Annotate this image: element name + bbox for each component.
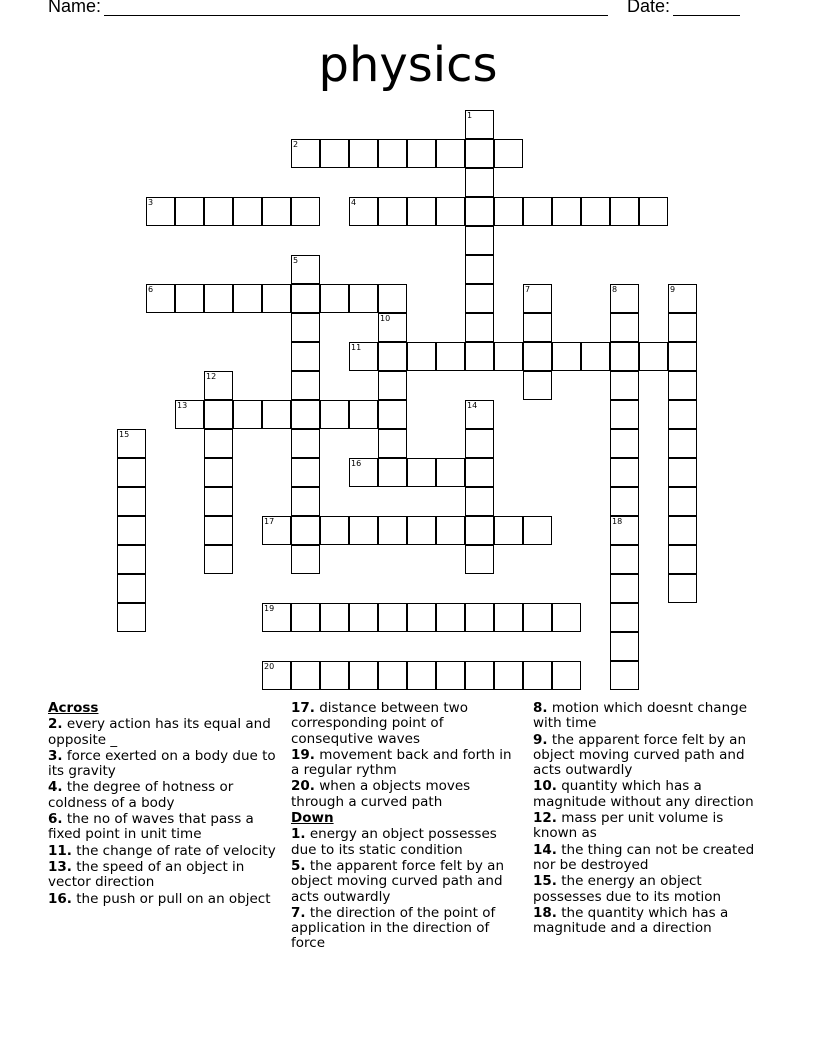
clue-number: 9. — [533, 731, 548, 748]
clue-text: every action has its equal and opposite _ — [48, 716, 271, 748]
across-clue — [48, 844, 280, 859]
crossword-cell[interactable] — [436, 342, 465, 371]
crossword-cell[interactable] — [233, 400, 262, 429]
crossword-cell[interactable] — [465, 342, 494, 371]
crossword-cell[interactable] — [146, 284, 175, 313]
crossword-cell[interactable] — [610, 545, 639, 574]
clue-number: 12. — [533, 810, 557, 827]
crossword-cell[interactable] — [552, 603, 581, 632]
crossword-cell[interactable] — [204, 197, 233, 226]
clue-text: when a objects moves through a curved path — [291, 778, 471, 810]
cell-number: 18 — [612, 517, 623, 526]
crossword-cell[interactable] — [668, 400, 697, 429]
crossword-cell[interactable] — [349, 342, 378, 371]
down-clue — [533, 701, 769, 732]
cell-number: 3 — [148, 198, 154, 207]
across-clue — [291, 779, 523, 810]
clue-number: 10. — [533, 778, 557, 795]
crossword-cell[interactable] — [378, 400, 407, 429]
clue-number: 6. — [48, 811, 63, 828]
crossword-cell[interactable] — [378, 139, 407, 168]
crossword-cell[interactable] — [378, 197, 407, 226]
crossword-cell[interactable] — [320, 139, 349, 168]
crossword-cell[interactable] — [175, 400, 204, 429]
clue-number: 13. — [48, 858, 72, 875]
crossword-cell[interactable] — [378, 429, 407, 458]
across-clue — [291, 701, 523, 747]
crossword-cell[interactable] — [291, 487, 320, 516]
crossword-cell[interactable] — [668, 429, 697, 458]
crossword-cell[interactable] — [291, 516, 320, 545]
crossword-cell[interactable] — [378, 342, 407, 371]
crossword-cell[interactable] — [465, 284, 494, 313]
across-clue — [48, 749, 280, 780]
clue-number: 5. — [291, 857, 306, 874]
cell-number: 19 — [264, 604, 275, 613]
crossword-cell[interactable] — [668, 342, 697, 371]
crossword-cell[interactable] — [262, 603, 291, 632]
puzzle-title: physics — [318, 37, 498, 93]
crossword-cell[interactable] — [291, 139, 320, 168]
crossword-cell[interactable] — [523, 197, 552, 226]
crossword-cell[interactable] — [465, 226, 494, 255]
clue-number: 8. — [533, 700, 548, 716]
crossword-cell[interactable] — [291, 400, 320, 429]
crossword-cell[interactable] — [262, 284, 291, 313]
crossword-cell[interactable] — [349, 197, 378, 226]
crossword-cell[interactable] — [465, 661, 494, 690]
crossword-cell[interactable] — [610, 661, 639, 690]
crossword-cell[interactable] — [610, 400, 639, 429]
crossword-cell[interactable] — [117, 429, 146, 458]
crossword-cell[interactable] — [291, 313, 320, 342]
crossword-cell[interactable] — [668, 487, 697, 516]
clue-text: the change of rate of velocity — [76, 842, 276, 859]
crossword-cell[interactable] — [465, 458, 494, 487]
date-label: Date: — [627, 0, 671, 16]
crossword-cell[interactable] — [291, 458, 320, 487]
down-heading: Down — [291, 810, 334, 827]
crossword-cell[interactable] — [204, 458, 233, 487]
crossword-cell[interactable] — [349, 661, 378, 690]
crossword-cell[interactable] — [407, 197, 436, 226]
crossword-cell[interactable] — [610, 429, 639, 458]
crossword-cell[interactable] — [204, 371, 233, 400]
crossword-cell[interactable] — [349, 284, 378, 313]
cell-number: 2 — [293, 140, 299, 149]
crossword-cell[interactable] — [668, 458, 697, 487]
clue-number: 11. — [48, 842, 72, 859]
down-clue — [533, 779, 769, 810]
crossword-cell[interactable] — [523, 516, 552, 545]
clue-number: 4. — [48, 779, 63, 796]
clue-text: quantity which has a magnitude without any direction — [533, 778, 754, 810]
clue-text: motion which doesnt change with time — [533, 700, 747, 732]
crossword-cell[interactable] — [668, 545, 697, 574]
clue-number: 7. — [291, 904, 306, 921]
crossword-cell[interactable] — [320, 284, 349, 313]
crossword-cell[interactable] — [668, 313, 697, 342]
crossword-cell[interactable] — [668, 371, 697, 400]
crossword-cell[interactable] — [291, 342, 320, 371]
crossword-cell[interactable] — [320, 516, 349, 545]
across-clue — [48, 812, 280, 843]
crossword-cell[interactable] — [291, 284, 320, 313]
crossword-cell[interactable] — [378, 661, 407, 690]
crossword-cell[interactable] — [436, 197, 465, 226]
crossword-cell[interactable] — [610, 342, 639, 371]
crossword-cell[interactable] — [291, 371, 320, 400]
cell-number: 13 — [177, 401, 188, 410]
crossword-cell[interactable] — [262, 516, 291, 545]
crossword-cell[interactable] — [436, 458, 465, 487]
clue-text: the apparent force felt by an object moving curved path and acts outwardly — [533, 731, 747, 779]
crossword-cell[interactable] — [291, 255, 320, 284]
clue-text: the quantity which has a magnitude and a direction — [533, 904, 729, 937]
crossword-cell[interactable] — [523, 313, 552, 342]
across-clue — [48, 780, 280, 811]
crossword-cell[interactable] — [610, 197, 639, 226]
crossword-cell[interactable] — [668, 284, 697, 313]
crossword-cell[interactable] — [523, 342, 552, 371]
crossword-cell[interactable] — [523, 661, 552, 690]
cell-number: 5 — [293, 256, 299, 265]
crossword-cell[interactable] — [117, 603, 146, 632]
crossword-cell[interactable] — [291, 603, 320, 632]
crossword-cell[interactable] — [668, 516, 697, 545]
crossword-cell[interactable] — [146, 197, 175, 226]
down-clue — [533, 874, 769, 905]
across-heading: Across — [48, 700, 99, 716]
crossword-cell[interactable] — [349, 458, 378, 487]
clue-text: the no of waves that pass a fixed point in unit time — [48, 811, 254, 843]
crossword-cell[interactable] — [407, 661, 436, 690]
down-clue — [291, 859, 523, 905]
crossword-cell[interactable] — [407, 603, 436, 632]
crossword-cell[interactable] — [349, 603, 378, 632]
crossword-cell[interactable] — [117, 545, 146, 574]
crossword-cell[interactable] — [465, 429, 494, 458]
cell-number: 14 — [467, 401, 478, 410]
crossword-cell[interactable] — [378, 371, 407, 400]
crossword-cell[interactable] — [320, 603, 349, 632]
crossword-cell[interactable] — [436, 603, 465, 632]
cell-number: 6 — [148, 285, 154, 294]
crossword-cell[interactable] — [523, 603, 552, 632]
cell-number: 7 — [525, 285, 531, 294]
crossword-cell[interactable] — [436, 661, 465, 690]
clues-column-2 — [291, 700, 523, 952]
crossword-cell[interactable] — [204, 400, 233, 429]
crossword-cell[interactable] — [465, 110, 494, 139]
crossword-cell[interactable] — [465, 487, 494, 516]
clue-text: force exerted on a body due to its gravity — [48, 747, 276, 780]
crossword-cell[interactable] — [610, 603, 639, 632]
cell-number: 8 — [612, 285, 618, 294]
crossword-cell[interactable] — [465, 255, 494, 284]
crossword-cell[interactable] — [262, 400, 291, 429]
crossword-cell[interactable] — [378, 313, 407, 342]
across-clue — [48, 860, 280, 891]
clue-text: the speed of an object in vector direction — [48, 858, 245, 891]
name-label: Name: — [48, 0, 102, 16]
crossword-cell[interactable] — [175, 197, 204, 226]
clue-number: 14. — [533, 841, 557, 858]
crossword-cell[interactable] — [552, 661, 581, 690]
crossword-cell[interactable] — [523, 371, 552, 400]
crossword-cell[interactable] — [291, 661, 320, 690]
crossword-cell[interactable] — [378, 603, 407, 632]
clue-text: mass per unit volume is known as — [533, 810, 724, 842]
crossword-cell[interactable] — [378, 516, 407, 545]
crossword-cell[interactable] — [349, 139, 378, 168]
cell-number: 4 — [351, 198, 357, 207]
clue-number: 20. — [291, 778, 315, 795]
clue-text: the degree of hotness or coldness of a body — [48, 779, 234, 811]
crossword-cell[interactable] — [204, 545, 233, 574]
clue-number: 19. — [291, 746, 315, 763]
crossword-cell[interactable] — [552, 197, 581, 226]
down-clue — [533, 843, 769, 874]
crossword-cell[interactable] — [639, 197, 668, 226]
crossword-cell[interactable] — [610, 632, 639, 661]
crossword-cell[interactable] — [233, 284, 262, 313]
crossword-cell[interactable] — [262, 661, 291, 690]
down-clue — [533, 906, 769, 937]
crossword-cell[interactable] — [610, 371, 639, 400]
clue-text: distance between two corresponding point of consequtive waves — [291, 700, 468, 747]
cell-number: 1 — [467, 111, 473, 120]
crossword-cell[interactable] — [117, 574, 146, 603]
clue-number: 15. — [533, 873, 557, 890]
cell-number: 12 — [206, 372, 217, 381]
crossword-cell[interactable] — [465, 168, 494, 197]
clue-text: the apparent force felt by an object moving curved path and acts outwardly — [291, 857, 505, 905]
cell-number: 20 — [264, 662, 275, 671]
crossword-cell[interactable] — [610, 458, 639, 487]
crossword-cell[interactable] — [204, 516, 233, 545]
crossword-cell[interactable] — [204, 429, 233, 458]
crossword-cell[interactable] — [465, 516, 494, 545]
crossword-cell[interactable] — [233, 197, 262, 226]
clue-text: energy an object possesses due to its static condition — [291, 826, 497, 858]
crossword-cell[interactable] — [523, 284, 552, 313]
crossword-cell[interactable] — [610, 516, 639, 545]
crossword-cell[interactable] — [494, 603, 523, 632]
crossword-cell[interactable] — [494, 197, 523, 226]
cell-number: 15 — [119, 430, 130, 439]
crossword-cell[interactable] — [378, 284, 407, 313]
clue-text: the direction of the point of application in the direction of force — [291, 904, 496, 952]
across-clue — [48, 717, 280, 748]
clue-text: the thing can not be created nor be destroyed — [533, 841, 755, 873]
down-clue — [533, 811, 769, 842]
clues-column-1 — [48, 700, 280, 907]
crossword-cell[interactable] — [291, 197, 320, 226]
cell-number: 10 — [380, 314, 391, 323]
clue-number: 3. — [48, 747, 63, 764]
crossword-cell[interactable] — [117, 516, 146, 545]
clue-number: 18. — [533, 904, 557, 921]
crossword-cell[interactable] — [262, 197, 291, 226]
crossword-cell[interactable] — [610, 574, 639, 603]
clue-number: 1. — [291, 826, 306, 843]
crossword-cell[interactable] — [581, 197, 610, 226]
crossword-cell[interactable] — [291, 545, 320, 574]
crossword-cell[interactable] — [494, 516, 523, 545]
clues-column-3 — [533, 700, 769, 936]
crossword-cell[interactable] — [204, 487, 233, 516]
crossword-cell[interactable] — [610, 487, 639, 516]
crossword-cell[interactable] — [204, 284, 233, 313]
clue-text: the energy an object possesses due to its motion — [533, 873, 722, 905]
clue-number: 2. — [48, 716, 63, 733]
crossword-cell[interactable] — [494, 342, 523, 371]
clue-text: the push or pull on an object — [76, 890, 271, 907]
crossword-cell[interactable] — [494, 661, 523, 690]
across-clue — [291, 748, 523, 779]
crossword-cell[interactable] — [349, 400, 378, 429]
across-clue — [48, 892, 280, 907]
down-clue — [291, 906, 523, 952]
clue-text: movement back and forth in a regular rythm — [291, 746, 512, 779]
crossword-cell[interactable] — [465, 197, 494, 226]
crossword-cell[interactable] — [552, 342, 581, 371]
crossword-cell[interactable] — [610, 313, 639, 342]
crossword-cell[interactable] — [407, 516, 436, 545]
crossword-cell[interactable] — [407, 458, 436, 487]
crossword-cell[interactable] — [291, 429, 320, 458]
crossword-cell[interactable] — [465, 400, 494, 429]
crossword-cell[interactable] — [436, 516, 465, 545]
cell-number: 11 — [351, 343, 362, 352]
crossword-cell[interactable] — [465, 603, 494, 632]
crossword-cell[interactable] — [581, 342, 610, 371]
clue-number: 16. — [48, 890, 72, 907]
cell-number: 16 — [351, 459, 362, 468]
crossword-cell[interactable] — [407, 342, 436, 371]
crossword-cell[interactable] — [465, 139, 494, 168]
crossword-cell[interactable] — [175, 284, 204, 313]
cell-number: 9 — [670, 285, 676, 294]
crossword-cell[interactable] — [465, 545, 494, 574]
clue-number: 17. — [291, 700, 315, 716]
cell-number: 17 — [264, 517, 275, 526]
crossword-cell[interactable] — [320, 400, 349, 429]
crossword-cell[interactable] — [117, 458, 146, 487]
crossword-cell[interactable] — [668, 574, 697, 603]
crossword-cell[interactable] — [117, 487, 146, 516]
crossword-cell[interactable] — [465, 313, 494, 342]
crossword-cell[interactable] — [320, 661, 349, 690]
crossword-cell[interactable] — [436, 139, 465, 168]
crossword-cell[interactable] — [639, 342, 668, 371]
crossword-cell[interactable] — [494, 139, 523, 168]
crossword-cell[interactable] — [407, 139, 436, 168]
crossword-cell[interactable] — [610, 284, 639, 313]
crossword-cell[interactable] — [378, 458, 407, 487]
down-clue — [533, 733, 769, 779]
down-clue — [291, 827, 523, 858]
crossword-cell[interactable] — [349, 516, 378, 545]
